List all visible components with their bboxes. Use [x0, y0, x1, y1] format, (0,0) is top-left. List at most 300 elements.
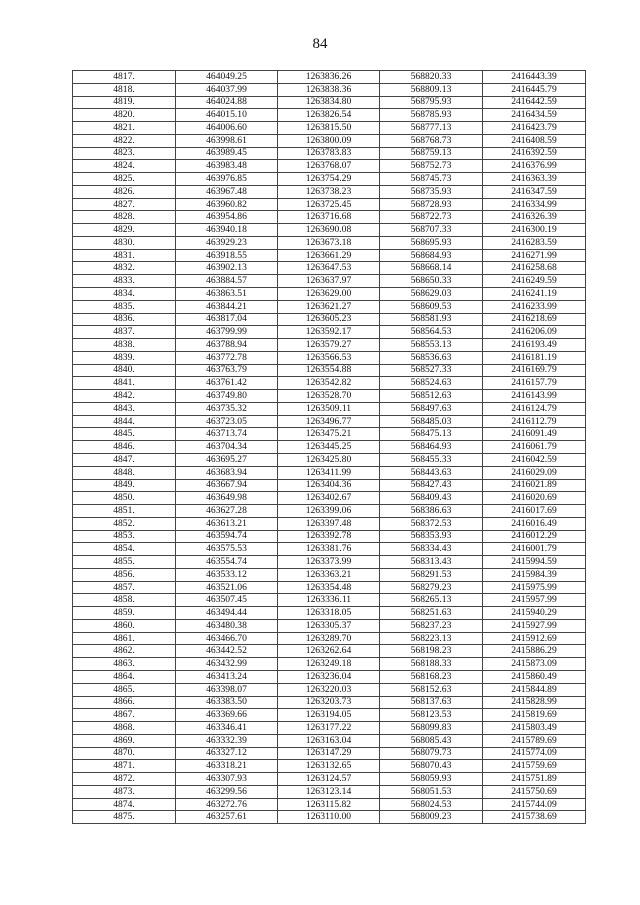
y-coordinate-cell: 1263404.36 — [278, 479, 380, 492]
table-row — [73, 402, 586, 415]
x2-coordinate-cell: 568427.43 — [380, 479, 483, 492]
point-number-cell: 4832. — [73, 262, 176, 275]
y2-coordinate-cell: 2416124.79 — [483, 402, 586, 415]
x-coordinate-cell: 463369.66 — [176, 709, 278, 722]
y2-coordinate-cell: 2416017.69 — [483, 505, 586, 518]
x-coordinate-cell: 464037.99 — [176, 83, 278, 96]
x2-coordinate-cell: 568188.33 — [380, 658, 483, 671]
x2-coordinate-cell: 568051.53 — [380, 785, 483, 798]
y-coordinate-cell: 1263800.09 — [278, 134, 380, 147]
point-number-cell: 4861. — [73, 632, 176, 645]
x-coordinate-cell: 463723.05 — [176, 415, 278, 428]
table-row — [73, 364, 586, 377]
x-coordinate-cell: 463327.12 — [176, 747, 278, 760]
point-number-cell: 4825. — [73, 173, 176, 186]
x2-coordinate-cell: 568752.73 — [380, 160, 483, 173]
y-coordinate-cell: 1263836.26 — [278, 71, 380, 84]
table-row — [73, 785, 586, 798]
x-coordinate-cell: 463683.94 — [176, 466, 278, 479]
y2-coordinate-cell: 2415759.69 — [483, 760, 586, 773]
point-number-cell: 4875. — [73, 811, 176, 824]
y2-coordinate-cell: 2416016.49 — [483, 517, 586, 530]
x2-coordinate-cell: 568497.63 — [380, 402, 483, 415]
table-row — [73, 530, 586, 543]
point-number-cell: 4849. — [73, 479, 176, 492]
x2-coordinate-cell: 568512.63 — [380, 390, 483, 403]
x-coordinate-cell: 463613.21 — [176, 517, 278, 530]
y2-coordinate-cell: 2415957.99 — [483, 594, 586, 607]
x2-coordinate-cell: 568785.93 — [380, 109, 483, 122]
y-coordinate-cell: 1263509.11 — [278, 402, 380, 415]
x2-coordinate-cell: 568059.93 — [380, 773, 483, 786]
y-coordinate-cell: 1263354.48 — [278, 581, 380, 594]
y2-coordinate-cell: 2416143.99 — [483, 390, 586, 403]
table-row — [73, 517, 586, 530]
table-row — [73, 619, 586, 632]
y2-coordinate-cell: 2415751.89 — [483, 773, 586, 786]
x-coordinate-cell: 463704.34 — [176, 441, 278, 454]
point-number-cell: 4856. — [73, 568, 176, 581]
x2-coordinate-cell: 568609.53 — [380, 300, 483, 313]
table-row — [73, 734, 586, 747]
table-row — [73, 645, 586, 658]
point-number-cell: 4836. — [73, 313, 176, 326]
x2-coordinate-cell: 568455.33 — [380, 453, 483, 466]
y2-coordinate-cell: 2416249.59 — [483, 275, 586, 288]
x-coordinate-cell: 463383.50 — [176, 696, 278, 709]
x2-coordinate-cell: 568099.83 — [380, 722, 483, 735]
x-coordinate-cell: 463929.23 — [176, 236, 278, 249]
y2-coordinate-cell: 2415819.69 — [483, 709, 586, 722]
table-row — [73, 658, 586, 671]
x-coordinate-cell: 463649.98 — [176, 492, 278, 505]
table-row — [73, 185, 586, 198]
x-coordinate-cell: 463749.80 — [176, 390, 278, 403]
point-number-cell: 4857. — [73, 581, 176, 594]
table-row — [73, 173, 586, 186]
y2-coordinate-cell: 2416042.59 — [483, 453, 586, 466]
y-coordinate-cell: 1263392.78 — [278, 530, 380, 543]
x2-coordinate-cell: 568524.63 — [380, 377, 483, 390]
y2-coordinate-cell: 2416157.79 — [483, 377, 586, 390]
y2-coordinate-cell: 2416233.99 — [483, 300, 586, 313]
table-row — [73, 722, 586, 735]
table-row — [73, 198, 586, 211]
y2-coordinate-cell: 2416271.99 — [483, 249, 586, 262]
point-number-cell: 4827. — [73, 198, 176, 211]
y-coordinate-cell: 1263177.22 — [278, 722, 380, 735]
table-row — [73, 670, 586, 683]
x-coordinate-cell: 463257.61 — [176, 811, 278, 824]
table-row — [73, 543, 586, 556]
point-number-cell: 4870. — [73, 747, 176, 760]
table-row — [73, 773, 586, 786]
y-coordinate-cell: 1263381.76 — [278, 543, 380, 556]
point-number-cell: 4840. — [73, 364, 176, 377]
y-coordinate-cell: 1263661.29 — [278, 249, 380, 262]
point-number-cell: 4834. — [73, 288, 176, 301]
point-number-cell: 4867. — [73, 709, 176, 722]
x2-coordinate-cell: 568443.63 — [380, 466, 483, 479]
table-row — [73, 96, 586, 109]
table-row — [73, 160, 586, 173]
x2-coordinate-cell: 568168.23 — [380, 670, 483, 683]
point-number-cell: 4843. — [73, 402, 176, 415]
table-row — [73, 83, 586, 96]
y2-coordinate-cell: 2416169.79 — [483, 364, 586, 377]
table-row — [73, 709, 586, 722]
y2-coordinate-cell: 2415984.39 — [483, 568, 586, 581]
point-number-cell: 4854. — [73, 543, 176, 556]
table-row — [73, 147, 586, 160]
x-coordinate-cell: 463554.74 — [176, 556, 278, 569]
x-coordinate-cell: 463772.78 — [176, 351, 278, 364]
y2-coordinate-cell: 2415912.69 — [483, 632, 586, 645]
x-coordinate-cell: 464006.60 — [176, 122, 278, 135]
x-coordinate-cell: 463346.41 — [176, 722, 278, 735]
x2-coordinate-cell: 568809.13 — [380, 83, 483, 96]
x2-coordinate-cell: 568291.53 — [380, 568, 483, 581]
y2-coordinate-cell: 2416363.39 — [483, 173, 586, 186]
x-coordinate-cell: 463735.32 — [176, 402, 278, 415]
x-coordinate-cell: 464015.10 — [176, 109, 278, 122]
table-row — [73, 568, 586, 581]
y-coordinate-cell: 1263579.27 — [278, 339, 380, 352]
x-coordinate-cell: 463398.07 — [176, 683, 278, 696]
x2-coordinate-cell: 568409.43 — [380, 492, 483, 505]
x-coordinate-cell: 463817.04 — [176, 313, 278, 326]
y-coordinate-cell: 1263605.23 — [278, 313, 380, 326]
x2-coordinate-cell: 568464.93 — [380, 441, 483, 454]
y2-coordinate-cell: 2416334.99 — [483, 198, 586, 211]
x2-coordinate-cell: 568650.33 — [380, 275, 483, 288]
y2-coordinate-cell: 2416206.09 — [483, 326, 586, 339]
table-row — [73, 122, 586, 135]
y2-coordinate-cell: 2416283.59 — [483, 236, 586, 249]
x2-coordinate-cell: 568024.53 — [380, 798, 483, 811]
y2-coordinate-cell: 2416300.19 — [483, 224, 586, 237]
point-number-cell: 4844. — [73, 415, 176, 428]
y-coordinate-cell: 1263738.23 — [278, 185, 380, 198]
table-row — [73, 339, 586, 352]
point-number-cell: 4819. — [73, 96, 176, 109]
x-coordinate-cell: 463998.61 — [176, 134, 278, 147]
point-number-cell: 4858. — [73, 594, 176, 607]
table-row — [73, 466, 586, 479]
x2-coordinate-cell: 568668.14 — [380, 262, 483, 275]
x-coordinate-cell: 463307.93 — [176, 773, 278, 786]
table-row — [73, 632, 586, 645]
table-row — [73, 109, 586, 122]
y-coordinate-cell: 1263542.82 — [278, 377, 380, 390]
x2-coordinate-cell: 568581.93 — [380, 313, 483, 326]
table-row — [73, 428, 586, 441]
table-row — [73, 415, 586, 428]
x2-coordinate-cell: 568707.33 — [380, 224, 483, 237]
point-number-cell: 4873. — [73, 785, 176, 798]
y-coordinate-cell: 1263592.17 — [278, 326, 380, 339]
point-number-cell: 4826. — [73, 185, 176, 198]
table-row — [73, 275, 586, 288]
y2-coordinate-cell: 2416218.69 — [483, 313, 586, 326]
x2-coordinate-cell: 568372.53 — [380, 517, 483, 530]
table-row — [73, 479, 586, 492]
y-coordinate-cell: 1263402.67 — [278, 492, 380, 505]
x2-coordinate-cell: 568768.73 — [380, 134, 483, 147]
x2-coordinate-cell: 568735.93 — [380, 185, 483, 198]
table-row — [73, 492, 586, 505]
y-coordinate-cell: 1263425.80 — [278, 453, 380, 466]
y-coordinate-cell: 1263203.73 — [278, 696, 380, 709]
x-coordinate-cell: 463761.42 — [176, 377, 278, 390]
x-coordinate-cell: 463940.18 — [176, 224, 278, 237]
point-number-cell: 4859. — [73, 607, 176, 620]
table-row — [73, 696, 586, 709]
x-coordinate-cell: 463989.45 — [176, 147, 278, 160]
y2-coordinate-cell: 2415975.99 — [483, 581, 586, 594]
point-number-cell: 4864. — [73, 670, 176, 683]
x-coordinate-cell: 463272.76 — [176, 798, 278, 811]
y-coordinate-cell: 1263725.45 — [278, 198, 380, 211]
y-coordinate-cell: 1263496.77 — [278, 415, 380, 428]
point-number-cell: 4862. — [73, 645, 176, 658]
x-coordinate-cell: 463960.82 — [176, 198, 278, 211]
y-coordinate-cell: 1263528.70 — [278, 390, 380, 403]
y-coordinate-cell: 1263621.27 — [278, 300, 380, 313]
x2-coordinate-cell: 568009.23 — [380, 811, 483, 824]
y-coordinate-cell: 1263399.06 — [278, 505, 380, 518]
table-row — [73, 798, 586, 811]
x-coordinate-cell: 463844.21 — [176, 300, 278, 313]
point-number-cell: 4833. — [73, 275, 176, 288]
y2-coordinate-cell: 2415750.69 — [483, 785, 586, 798]
x2-coordinate-cell: 568152.63 — [380, 683, 483, 696]
y-coordinate-cell: 1263262.64 — [278, 645, 380, 658]
table-row — [73, 211, 586, 224]
point-number-cell: 4818. — [73, 83, 176, 96]
y-coordinate-cell: 1263132.65 — [278, 760, 380, 773]
y2-coordinate-cell: 2416193.49 — [483, 339, 586, 352]
y-coordinate-cell: 1263716.68 — [278, 211, 380, 224]
point-number-cell: 4841. — [73, 377, 176, 390]
x2-coordinate-cell: 568386.63 — [380, 505, 483, 518]
y2-coordinate-cell: 2416258.68 — [483, 262, 586, 275]
y2-coordinate-cell: 2415828.99 — [483, 696, 586, 709]
x2-coordinate-cell: 568237.23 — [380, 619, 483, 632]
point-number-cell: 4830. — [73, 236, 176, 249]
y-coordinate-cell: 1263363.21 — [278, 568, 380, 581]
y-coordinate-cell: 1263163.04 — [278, 734, 380, 747]
y2-coordinate-cell: 2416376.99 — [483, 160, 586, 173]
point-number-cell: 4853. — [73, 530, 176, 543]
y2-coordinate-cell: 2415994.59 — [483, 556, 586, 569]
y-coordinate-cell: 1263318.05 — [278, 607, 380, 620]
point-number-cell: 4846. — [73, 441, 176, 454]
table-row — [73, 760, 586, 773]
x-coordinate-cell: 463575.53 — [176, 543, 278, 556]
y2-coordinate-cell: 2416091.49 — [483, 428, 586, 441]
point-number-cell: 4863. — [73, 658, 176, 671]
y2-coordinate-cell: 2416392.59 — [483, 147, 586, 160]
table-row — [73, 71, 586, 84]
x2-coordinate-cell: 568553.13 — [380, 339, 483, 352]
x-coordinate-cell: 463976.85 — [176, 173, 278, 186]
x2-coordinate-cell: 568279.23 — [380, 581, 483, 594]
x2-coordinate-cell: 568265.13 — [380, 594, 483, 607]
point-number-cell: 4871. — [73, 760, 176, 773]
x-coordinate-cell: 463318.21 — [176, 760, 278, 773]
x-coordinate-cell: 463902.13 — [176, 262, 278, 275]
y2-coordinate-cell: 2415738.69 — [483, 811, 586, 824]
point-number-cell: 4831. — [73, 249, 176, 262]
table-row — [73, 224, 586, 237]
point-number-cell: 4855. — [73, 556, 176, 569]
y-coordinate-cell: 1263838.36 — [278, 83, 380, 96]
table-row — [73, 453, 586, 466]
table-row — [73, 262, 586, 275]
y2-coordinate-cell: 2416326.39 — [483, 211, 586, 224]
x-coordinate-cell: 463332.39 — [176, 734, 278, 747]
x2-coordinate-cell: 568198.23 — [380, 645, 483, 658]
x-coordinate-cell: 463918.55 — [176, 249, 278, 262]
x2-coordinate-cell: 568079.73 — [380, 747, 483, 760]
table-row — [73, 683, 586, 696]
table-row — [73, 134, 586, 147]
point-number-cell: 4828. — [73, 211, 176, 224]
y-coordinate-cell: 1263554.88 — [278, 364, 380, 377]
table-row — [73, 441, 586, 454]
point-number-cell: 4822. — [73, 134, 176, 147]
y-coordinate-cell: 1263566.53 — [278, 351, 380, 364]
y-coordinate-cell: 1263336.11 — [278, 594, 380, 607]
table-row — [73, 607, 586, 620]
y2-coordinate-cell: 2416021.89 — [483, 479, 586, 492]
point-number-cell: 4860. — [73, 619, 176, 632]
point-number-cell: 4821. — [73, 122, 176, 135]
y2-coordinate-cell: 2416443.39 — [483, 71, 586, 84]
table-row — [73, 313, 586, 326]
y-coordinate-cell: 1263289.70 — [278, 632, 380, 645]
x-coordinate-cell: 463507.45 — [176, 594, 278, 607]
point-number-cell: 4829. — [73, 224, 176, 237]
point-number-cell: 4842. — [73, 390, 176, 403]
x-coordinate-cell: 463954.86 — [176, 211, 278, 224]
y2-coordinate-cell: 2416112.79 — [483, 415, 586, 428]
y2-coordinate-cell: 2415927.99 — [483, 619, 586, 632]
x-coordinate-cell: 463667.94 — [176, 479, 278, 492]
point-number-cell: 4868. — [73, 722, 176, 735]
y-coordinate-cell: 1263115.82 — [278, 798, 380, 811]
point-number-cell: 4866. — [73, 696, 176, 709]
y-coordinate-cell: 1263768.07 — [278, 160, 380, 173]
y2-coordinate-cell: 2416012.29 — [483, 530, 586, 543]
x2-coordinate-cell: 568223.13 — [380, 632, 483, 645]
x2-coordinate-cell: 568795.93 — [380, 96, 483, 109]
x2-coordinate-cell: 568475.13 — [380, 428, 483, 441]
y2-coordinate-cell: 2416445.79 — [483, 83, 586, 96]
x2-coordinate-cell: 568485.03 — [380, 415, 483, 428]
x-coordinate-cell: 463967.48 — [176, 185, 278, 198]
coordinates-table-body — [73, 71, 586, 824]
x-coordinate-cell: 463788.94 — [176, 339, 278, 352]
point-number-cell: 4837. — [73, 326, 176, 339]
x2-coordinate-cell: 568137.63 — [380, 696, 483, 709]
y2-coordinate-cell: 2416061.79 — [483, 441, 586, 454]
y-coordinate-cell: 1263629.00 — [278, 288, 380, 301]
x2-coordinate-cell: 568536.63 — [380, 351, 483, 364]
point-number-cell: 4850. — [73, 492, 176, 505]
x2-coordinate-cell: 568564.53 — [380, 326, 483, 339]
x2-coordinate-cell: 568353.93 — [380, 530, 483, 543]
table-row — [73, 288, 586, 301]
y-coordinate-cell: 1263647.53 — [278, 262, 380, 275]
x-coordinate-cell: 463480.38 — [176, 619, 278, 632]
point-number-cell: 4874. — [73, 798, 176, 811]
x2-coordinate-cell: 568820.33 — [380, 71, 483, 84]
x-coordinate-cell: 463594.74 — [176, 530, 278, 543]
y2-coordinate-cell: 2415844.89 — [483, 683, 586, 696]
y-coordinate-cell: 1263124.57 — [278, 773, 380, 786]
x2-coordinate-cell: 568527.33 — [380, 364, 483, 377]
x-coordinate-cell: 463521.06 — [176, 581, 278, 594]
x2-coordinate-cell: 568334.43 — [380, 543, 483, 556]
y2-coordinate-cell: 2416181.19 — [483, 351, 586, 364]
x-coordinate-cell: 463494.44 — [176, 607, 278, 620]
page-number: 84 — [312, 36, 328, 52]
y-coordinate-cell: 1263373.99 — [278, 556, 380, 569]
x2-coordinate-cell: 568759.13 — [380, 147, 483, 160]
point-number-cell: 4839. — [73, 351, 176, 364]
x2-coordinate-cell: 568745.73 — [380, 173, 483, 186]
point-number-cell: 4838. — [73, 339, 176, 352]
x-coordinate-cell: 464049.25 — [176, 71, 278, 84]
point-number-cell: 4869. — [73, 734, 176, 747]
point-number-cell: 4872. — [73, 773, 176, 786]
table-row — [73, 581, 586, 594]
y2-coordinate-cell: 2416434.59 — [483, 109, 586, 122]
x2-coordinate-cell: 568777.13 — [380, 122, 483, 135]
y-coordinate-cell: 1263834.80 — [278, 96, 380, 109]
y2-coordinate-cell: 2415789.69 — [483, 734, 586, 747]
x-coordinate-cell: 463466.70 — [176, 632, 278, 645]
y-coordinate-cell: 1263236.04 — [278, 670, 380, 683]
x2-coordinate-cell: 568123.53 — [380, 709, 483, 722]
y-coordinate-cell: 1263305.37 — [278, 619, 380, 632]
y2-coordinate-cell: 2415860.49 — [483, 670, 586, 683]
x-coordinate-cell: 463299.56 — [176, 785, 278, 798]
y-coordinate-cell: 1263783.83 — [278, 147, 380, 160]
x2-coordinate-cell: 568722.73 — [380, 211, 483, 224]
y2-coordinate-cell: 2416001.79 — [483, 543, 586, 556]
y2-coordinate-cell: 2416029.09 — [483, 466, 586, 479]
y-coordinate-cell: 1263110.00 — [278, 811, 380, 824]
table-row — [73, 326, 586, 339]
table-row — [73, 377, 586, 390]
table-row — [73, 594, 586, 607]
y-coordinate-cell: 1263690.08 — [278, 224, 380, 237]
y-coordinate-cell: 1263397.48 — [278, 517, 380, 530]
point-number-cell: 4820. — [73, 109, 176, 122]
x2-coordinate-cell: 568684.93 — [380, 249, 483, 262]
y2-coordinate-cell: 2415940.29 — [483, 607, 586, 620]
y2-coordinate-cell: 2415774.09 — [483, 747, 586, 760]
y2-coordinate-cell: 2415886.29 — [483, 645, 586, 658]
x-coordinate-cell: 463763.79 — [176, 364, 278, 377]
x2-coordinate-cell: 568728.93 — [380, 198, 483, 211]
x-coordinate-cell: 463713.74 — [176, 428, 278, 441]
y2-coordinate-cell: 2416241.19 — [483, 288, 586, 301]
point-number-cell: 4835. — [73, 300, 176, 313]
